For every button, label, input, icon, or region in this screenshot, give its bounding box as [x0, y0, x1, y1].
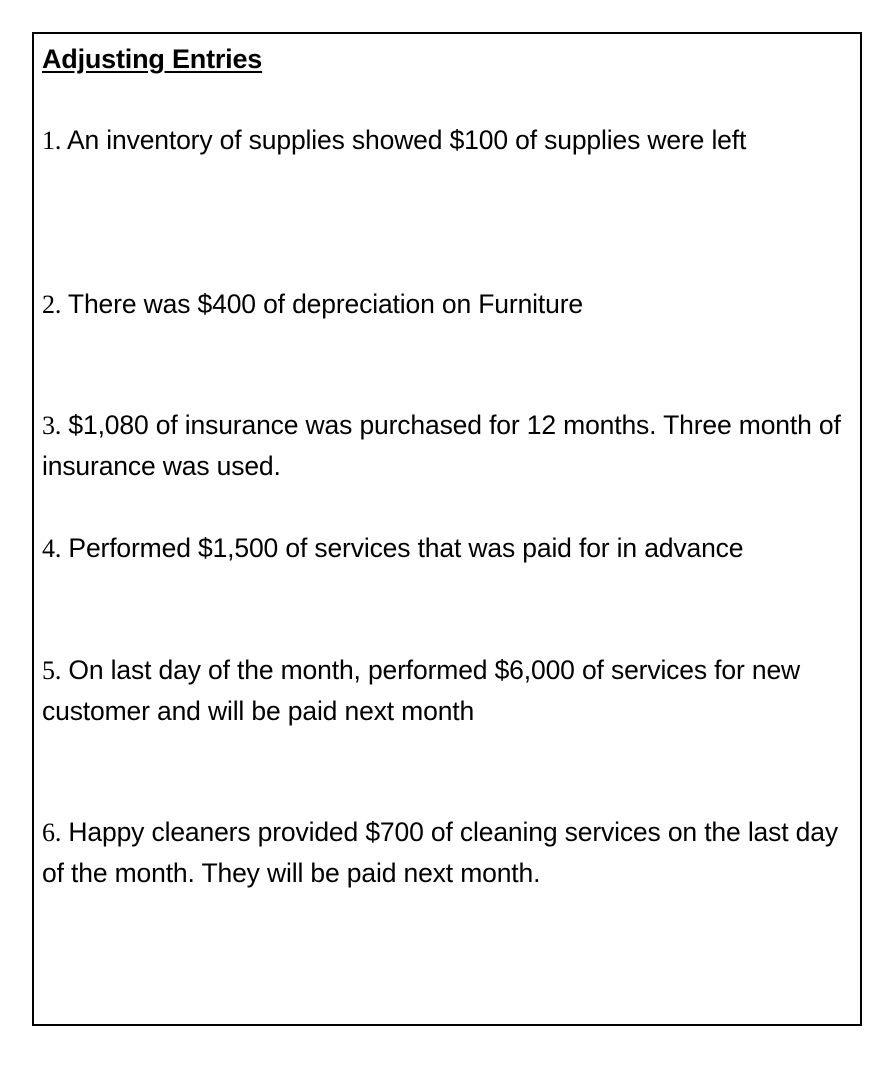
entry-text: On last day of the month, performed $6,000 of services for new customer and will be paid next month [42, 655, 801, 726]
entry-number: 3. [42, 411, 62, 440]
entry-1 [42, 120, 862, 161]
entry-text: Performed $1,500 of services that was paid for in advance [61, 533, 744, 563]
entry-6 [42, 812, 862, 894]
entry-number: 1. [42, 126, 62, 155]
entry-text: Happy cleaners provided $700 of cleaning services on the last day of the month. They will be paid next month. [42, 817, 838, 888]
entry-number: 6. [42, 818, 62, 847]
entry-number: 2. [42, 290, 62, 319]
entry-number: 4. [42, 534, 62, 563]
entry-text: $1,080 of insurance was purchased for 12 months. Three month of insurance was used. [42, 410, 841, 481]
entry-text: An inventory of supplies showed $100 of supplies were left [61, 125, 747, 155]
entry-4 [42, 528, 862, 569]
entry-3 [42, 405, 862, 487]
entry-number: 5. [42, 656, 62, 685]
adjusting-entries-box [32, 32, 862, 1026]
entry-5 [42, 650, 862, 732]
entry-text: There was $400 of depreciation on Furniture [61, 289, 583, 319]
document-title: Adjusting Entries [42, 44, 263, 74]
entry-2 [42, 284, 862, 325]
